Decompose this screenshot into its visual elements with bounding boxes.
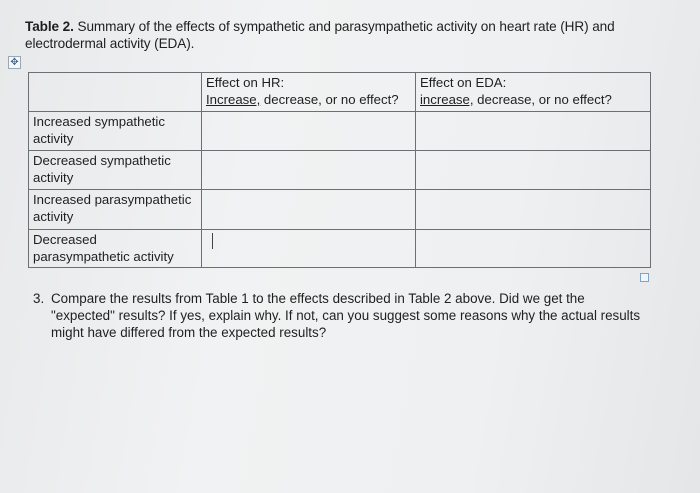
- hr-header-increase: Increase,: [206, 92, 261, 107]
- eda-answer-cell[interactable]: [416, 151, 651, 190]
- eda-header-rest: decrease, or no effect?: [473, 92, 612, 107]
- table-resize-handle[interactable]: [640, 273, 649, 282]
- row-label-cell[interactable]: Decreased sympathetic activity: [29, 151, 202, 190]
- eda-answer-cell[interactable]: [416, 190, 651, 230]
- table-header-row: [29, 73, 651, 112]
- table-row: [29, 190, 651, 230]
- question-text: Compare the results from Table 1 to the effects described in Table 2 above. Did we get the "expected" results? If yes, explain why. If not, can you suggest some reasons why the actual results might have differed from the expected results?: [51, 291, 641, 340]
- eda-header-increase: increase,: [420, 92, 474, 107]
- eda-answer-cell[interactable]: [416, 230, 651, 268]
- hr-header-rest: decrease, or no effect?: [260, 92, 399, 107]
- hr-header-options: [206, 91, 411, 108]
- hr-answer-cell[interactable]: [202, 112, 416, 151]
- eda-header-options: [420, 91, 646, 108]
- hr-answer-cell[interactable]: [202, 190, 416, 230]
- caption-text: Summary of the effects of sympathetic and parasympathetic activity on heart rate (HR) and electrodermal activity (EDA).: [25, 19, 615, 51]
- row-label-cell[interactable]: Increased sympathetic activity: [29, 112, 202, 151]
- row-label-cell[interactable]: Decreased parasympathetic activity: [29, 230, 202, 268]
- table-row: [29, 151, 651, 190]
- hr-answer-cell[interactable]: [202, 151, 416, 190]
- corner-cell[interactable]: [29, 73, 202, 112]
- table-caption: [25, 18, 665, 52]
- hr-answer-cell[interactable]: [202, 230, 416, 268]
- row-label-cell[interactable]: Increased parasympathetic activity: [29, 190, 202, 230]
- eda-answer-cell[interactable]: [416, 112, 651, 151]
- table-row: [29, 112, 651, 151]
- summary-table: [28, 72, 651, 268]
- hr-header-title: Effect on HR:: [206, 75, 285, 90]
- move-table-icon[interactable]: ✥: [8, 56, 21, 69]
- question-number: 3.: [33, 291, 45, 306]
- eda-header-cell[interactable]: [416, 73, 651, 112]
- text-cursor: [212, 233, 213, 249]
- hr-header-cell[interactable]: [202, 73, 416, 112]
- caption-label: Table 2.: [25, 19, 74, 34]
- table-row: [29, 230, 651, 268]
- eda-header-title: Effect on EDA:: [420, 75, 507, 90]
